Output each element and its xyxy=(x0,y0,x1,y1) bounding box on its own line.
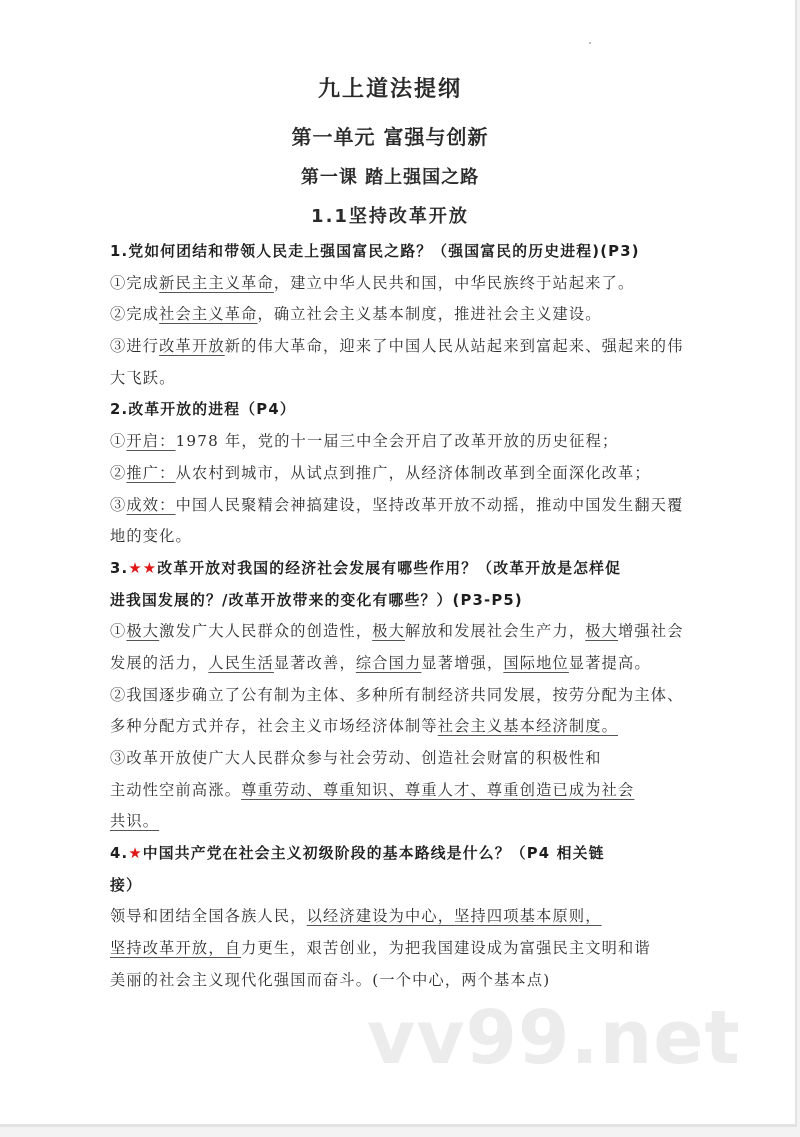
star-icon: ★ xyxy=(128,845,143,863)
watermark: vv99.net xyxy=(367,995,741,1081)
underlined-keyword: 人民生活 xyxy=(208,653,274,672)
text-segment: 接） xyxy=(110,876,142,894)
underlined-keyword: 综合国力 xyxy=(355,653,422,672)
text-segment: ，确立社会主义基本制度，推进社会主义建设。 xyxy=(257,305,602,324)
question-line xyxy=(110,394,682,426)
text-segment: 新的伟大革命，迎来了中国人民从站起来到富起来、强起来的伟 xyxy=(224,337,684,356)
text-segment: 进我国发展的？/改革开放带来的变化有哪些？）(P3-P5) xyxy=(110,591,523,609)
speck xyxy=(589,42,591,44)
underlined-keyword: 以经济建设为中心，坚持四项基本原则， xyxy=(306,907,602,926)
answer-line xyxy=(110,299,682,331)
text-segment: 美丽的社会主义现代化强国而奋斗。(一个中心，两个基本点) xyxy=(110,970,551,989)
underlined-keyword: 改革开放 xyxy=(159,337,225,356)
text-segment: 大飞跃。 xyxy=(110,368,176,387)
underlined-keyword: 极大 xyxy=(372,622,405,641)
text-segment: 主动性空前高涨。 xyxy=(110,780,242,799)
text-segment: ③ xyxy=(110,495,127,514)
answer-line xyxy=(110,490,682,522)
underlined-keyword: 国际地位 xyxy=(503,653,569,672)
underlined-keyword: 推广： xyxy=(126,463,176,482)
text-segment: ① xyxy=(110,432,127,451)
outline-content xyxy=(110,236,682,997)
answer-line xyxy=(110,965,682,997)
text-segment: 2.改革开放的进程（P4） xyxy=(110,401,296,419)
text-segment: 中国共产党在社会主义初级阶段的基本路线是什么？（P4 相关链 xyxy=(142,845,605,863)
text-segment: 发展的活力， xyxy=(110,653,209,672)
answer-line xyxy=(110,521,682,553)
question-line xyxy=(110,838,682,870)
question-line xyxy=(110,585,682,617)
text-segment: 显著增强， xyxy=(421,653,504,672)
text-segment: 改革开放对我国的经济社会发展有哪些作用？（改革开放是怎样促 xyxy=(157,559,622,577)
text-segment: 从农村到城市，从试点到推广，从经济体制改革到全面深化改革； xyxy=(175,463,651,482)
text-segment: 1.党如何团结和带领人民走上强国富民之路？（强国富民的历史进程)(P3) xyxy=(110,243,640,260)
text-segment: 增强社会 xyxy=(618,622,684,641)
text-segment: 激发广大人民群众的创造性， xyxy=(159,622,373,641)
text-segment: 多种分配方式并存，社会主义市场经济体制等 xyxy=(110,717,438,736)
underlined-keyword: 共识。 xyxy=(110,812,160,831)
answer-line xyxy=(110,775,682,807)
answer-line xyxy=(110,743,682,775)
text-segment: ② xyxy=(110,463,127,482)
text-segment: 中国人民聚精会神搞建设，坚持改革开放不动摇，推动中国发生翻天覆 xyxy=(175,495,684,514)
answer-line xyxy=(110,933,682,965)
text-segment: 地的变化。 xyxy=(110,527,192,546)
text-segment: 4. xyxy=(110,845,129,863)
answer-line xyxy=(110,458,682,490)
question-line xyxy=(110,553,682,585)
answer-line xyxy=(110,680,682,712)
underlined-keyword: 极大 xyxy=(126,622,160,641)
unit-heading: 第一单元 富强与创新 xyxy=(291,125,489,149)
text-segment: ① xyxy=(110,622,127,641)
answer-line xyxy=(110,901,682,933)
answer-line xyxy=(110,806,682,838)
text-segment: 3. xyxy=(110,559,129,577)
underlined-keyword: 开启： xyxy=(126,432,176,451)
underlined-keyword: 社会主义革命 xyxy=(159,305,258,324)
text-segment: 领导和团结全国各族人民， xyxy=(110,907,307,926)
answer-line xyxy=(110,363,682,395)
text-segment: ①完成 xyxy=(110,273,160,292)
section-heading: 1.1坚持改革开放 xyxy=(311,206,469,227)
text-segment: ③进行 xyxy=(110,337,160,356)
text-segment: ②完成 xyxy=(110,305,160,324)
question-line xyxy=(110,236,682,268)
star-icon: ★★ xyxy=(128,559,158,577)
underlined-keyword: 新民主主义革命 xyxy=(159,273,274,292)
question-line xyxy=(110,870,682,902)
answer-line xyxy=(110,616,682,648)
answer-line xyxy=(110,268,682,300)
text-segment: ③改革开放使广大人民群众参与社会劳动、创造社会财富的积极性和 xyxy=(110,749,602,767)
underlined-keyword: 社会主义基本经济制度。 xyxy=(437,717,619,736)
text-segment: ，建立中华人民共和国，中华民族终于站起来了。 xyxy=(273,273,635,292)
answer-line xyxy=(110,426,682,458)
underlined-keyword: 尊重劳动、尊重知识、尊重人才、尊重创造已成为社会 xyxy=(241,780,635,799)
text-segment: ②我国逐步确立了公有制为主体、多种所有制经济共同发展，按劳分配为主体、 xyxy=(110,685,684,704)
answer-line xyxy=(110,331,682,363)
lesson-heading: 第一课 踏上强国之路 xyxy=(300,167,480,188)
text-segment: 显著提高。 xyxy=(568,653,651,672)
underlined-keyword: 极大 xyxy=(585,622,619,641)
answer-line xyxy=(110,711,682,743)
text-segment: 显著改善， xyxy=(273,653,356,672)
text-segment: 1978 年，党的十一届三中全会开启了改革开放的历史征程； xyxy=(175,432,619,451)
text-segment: 解放和发展社会生产力， xyxy=(405,622,586,641)
underlined-keyword: 坚持改革开放，自 xyxy=(110,939,242,958)
text-segment: 力更生，艰苦创业，为把我国建设成为富强民主文明和谐 xyxy=(241,939,651,958)
document-title: 九上道法提纲 xyxy=(317,77,462,102)
underlined-keyword: 成效： xyxy=(126,495,176,514)
answer-line xyxy=(110,648,682,680)
